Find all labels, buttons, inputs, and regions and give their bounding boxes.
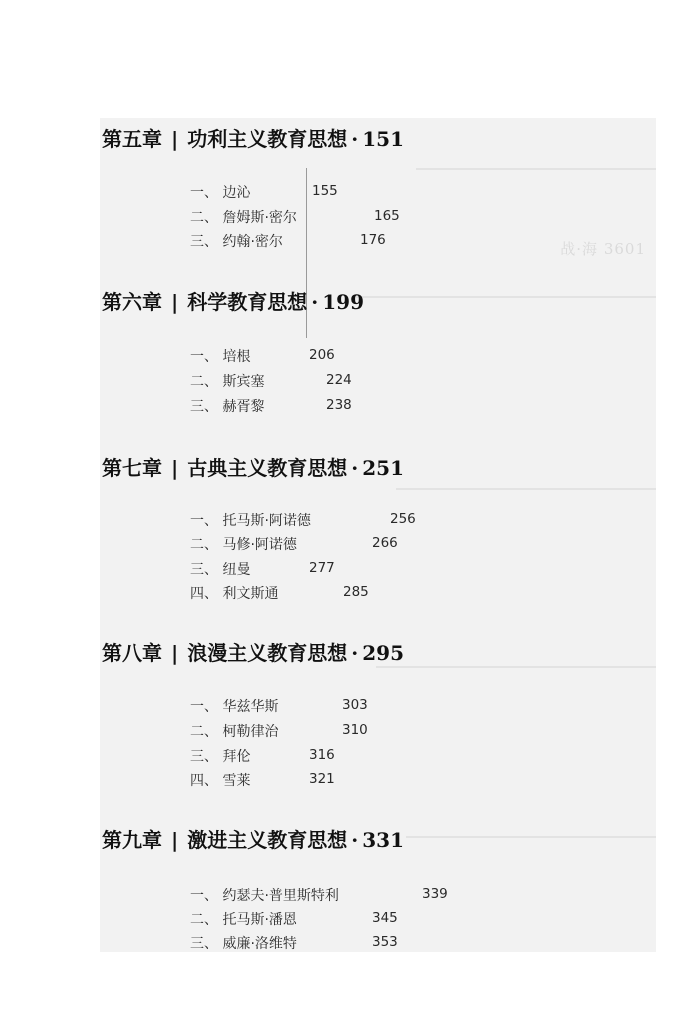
chapter-heading (102, 452, 404, 481)
chapter-number: 第七章 (102, 456, 162, 480)
bleed-text: 战·海 3601 (560, 240, 646, 258)
separator: | (171, 290, 179, 314)
toc-entry (190, 696, 278, 716)
entry-page: 266 (372, 535, 398, 551)
toc-entry (190, 346, 250, 366)
entry-index: 二、 (190, 724, 218, 740)
entry-name: 纽曼 (222, 562, 251, 578)
entry-page: 316 (309, 747, 335, 763)
entry-index: 二、 (190, 374, 218, 390)
chapter-subject: 科学教育思想 (187, 290, 308, 314)
entry-name: 赫胥黎 (222, 399, 265, 415)
entry-index: 三、 (190, 749, 218, 765)
entry-index: 一、 (190, 349, 218, 365)
entry-page: 165 (374, 208, 400, 224)
entry-index: 二、 (190, 210, 218, 226)
toc-entry (190, 207, 297, 227)
entry-index: 一、 (190, 513, 218, 529)
entry-page: 155 (312, 183, 338, 199)
bleed-rule (396, 488, 656, 490)
entry-page: 277 (309, 560, 335, 576)
entry-name: 约翰·密尔 (222, 234, 283, 250)
dot: · (351, 127, 359, 151)
entry-name: 柯勒律治 (222, 724, 279, 740)
toc-entry (190, 231, 283, 251)
entry-index: 一、 (190, 699, 218, 715)
entry-page: 285 (343, 584, 369, 600)
entry-page: 238 (326, 397, 352, 413)
entry-page: 310 (342, 722, 368, 738)
chapter-heading (102, 286, 364, 315)
entry-index: 三、 (190, 234, 218, 250)
chapter-page: 251 (362, 456, 404, 480)
entry-page: 321 (309, 771, 335, 787)
dot: · (351, 456, 359, 480)
entry-name: 威廉·洛维特 (222, 936, 297, 952)
toc-entry (190, 534, 297, 554)
chapter-subject: 古典主义教育思想 (187, 456, 348, 480)
toc-entry (190, 770, 250, 790)
entry-page: 339 (422, 886, 448, 902)
entry-name: 雪莱 (222, 773, 251, 789)
entry-name: 托马斯·潘恩 (222, 912, 297, 928)
entry-name: 约瑟夫·普里斯特利 (222, 888, 339, 904)
entry-index: 三、 (190, 399, 218, 415)
entry-index: 四、 (190, 773, 218, 789)
separator: | (171, 127, 179, 151)
dot: · (351, 828, 359, 852)
toc-entry (190, 510, 311, 530)
entry-name: 华兹华斯 (222, 699, 279, 715)
chapter-page: 295 (362, 641, 404, 665)
chapter-number: 第六章 (102, 290, 162, 314)
bleed-rule (416, 168, 656, 170)
entry-name: 马修·阿诺德 (222, 537, 297, 553)
chapter-number: 第八章 (102, 641, 162, 665)
chapter-page: 151 (362, 127, 404, 151)
chapter-subject: 激进主义教育思想 (187, 828, 348, 852)
separator: | (171, 456, 179, 480)
chapter-subject: 浪漫主义教育思想 (187, 641, 348, 665)
toc-entry (190, 721, 278, 741)
toc-entry (190, 583, 278, 603)
dot: · (311, 290, 319, 314)
toc-entry (190, 909, 297, 929)
chapter-page: 199 (322, 290, 364, 314)
separator: | (171, 641, 179, 665)
chapter-page: 331 (362, 828, 404, 852)
toc-entry (190, 746, 250, 766)
entry-page: 303 (342, 697, 368, 713)
bleed-rule (376, 666, 656, 668)
entry-name: 边沁 (222, 185, 251, 201)
entry-index: 三、 (190, 936, 218, 952)
entry-index: 一、 (190, 185, 218, 201)
toc-entry (190, 371, 264, 391)
separator: | (171, 828, 179, 852)
entry-index: 二、 (190, 537, 218, 553)
toc-entry (190, 933, 297, 953)
entry-index: 三、 (190, 562, 218, 578)
entry-page: 224 (326, 372, 352, 388)
entry-page: 353 (372, 934, 398, 950)
entry-index: 一、 (190, 888, 218, 904)
chapter-heading (102, 123, 404, 152)
entry-index: 二、 (190, 912, 218, 928)
entry-name: 拜伦 (222, 749, 251, 765)
entry-page: 206 (309, 347, 335, 363)
chapter-number: 第五章 (102, 127, 162, 151)
bleed-rule (356, 296, 656, 298)
bleed-rule (406, 836, 656, 838)
chapter-heading (102, 824, 404, 853)
entry-name: 斯宾塞 (222, 374, 265, 390)
entry-name: 培根 (222, 349, 251, 365)
entry-page: 176 (360, 232, 386, 248)
entry-name: 托马斯·阿诺德 (222, 513, 311, 529)
toc-entry (190, 396, 264, 416)
toc-entry (190, 559, 250, 579)
chapter-heading (102, 637, 404, 666)
entry-index: 四、 (190, 586, 218, 602)
toc-entry (190, 182, 250, 202)
chapter-subject: 功利主义教育思想 (187, 127, 348, 151)
entry-page: 345 (372, 910, 398, 926)
dot: · (351, 641, 359, 665)
entry-name: 詹姆斯·密尔 (222, 210, 297, 226)
chapter-number: 第九章 (102, 828, 162, 852)
entry-name: 利文斯通 (222, 586, 279, 602)
toc-entry (190, 885, 339, 905)
entry-page: 256 (390, 511, 416, 527)
